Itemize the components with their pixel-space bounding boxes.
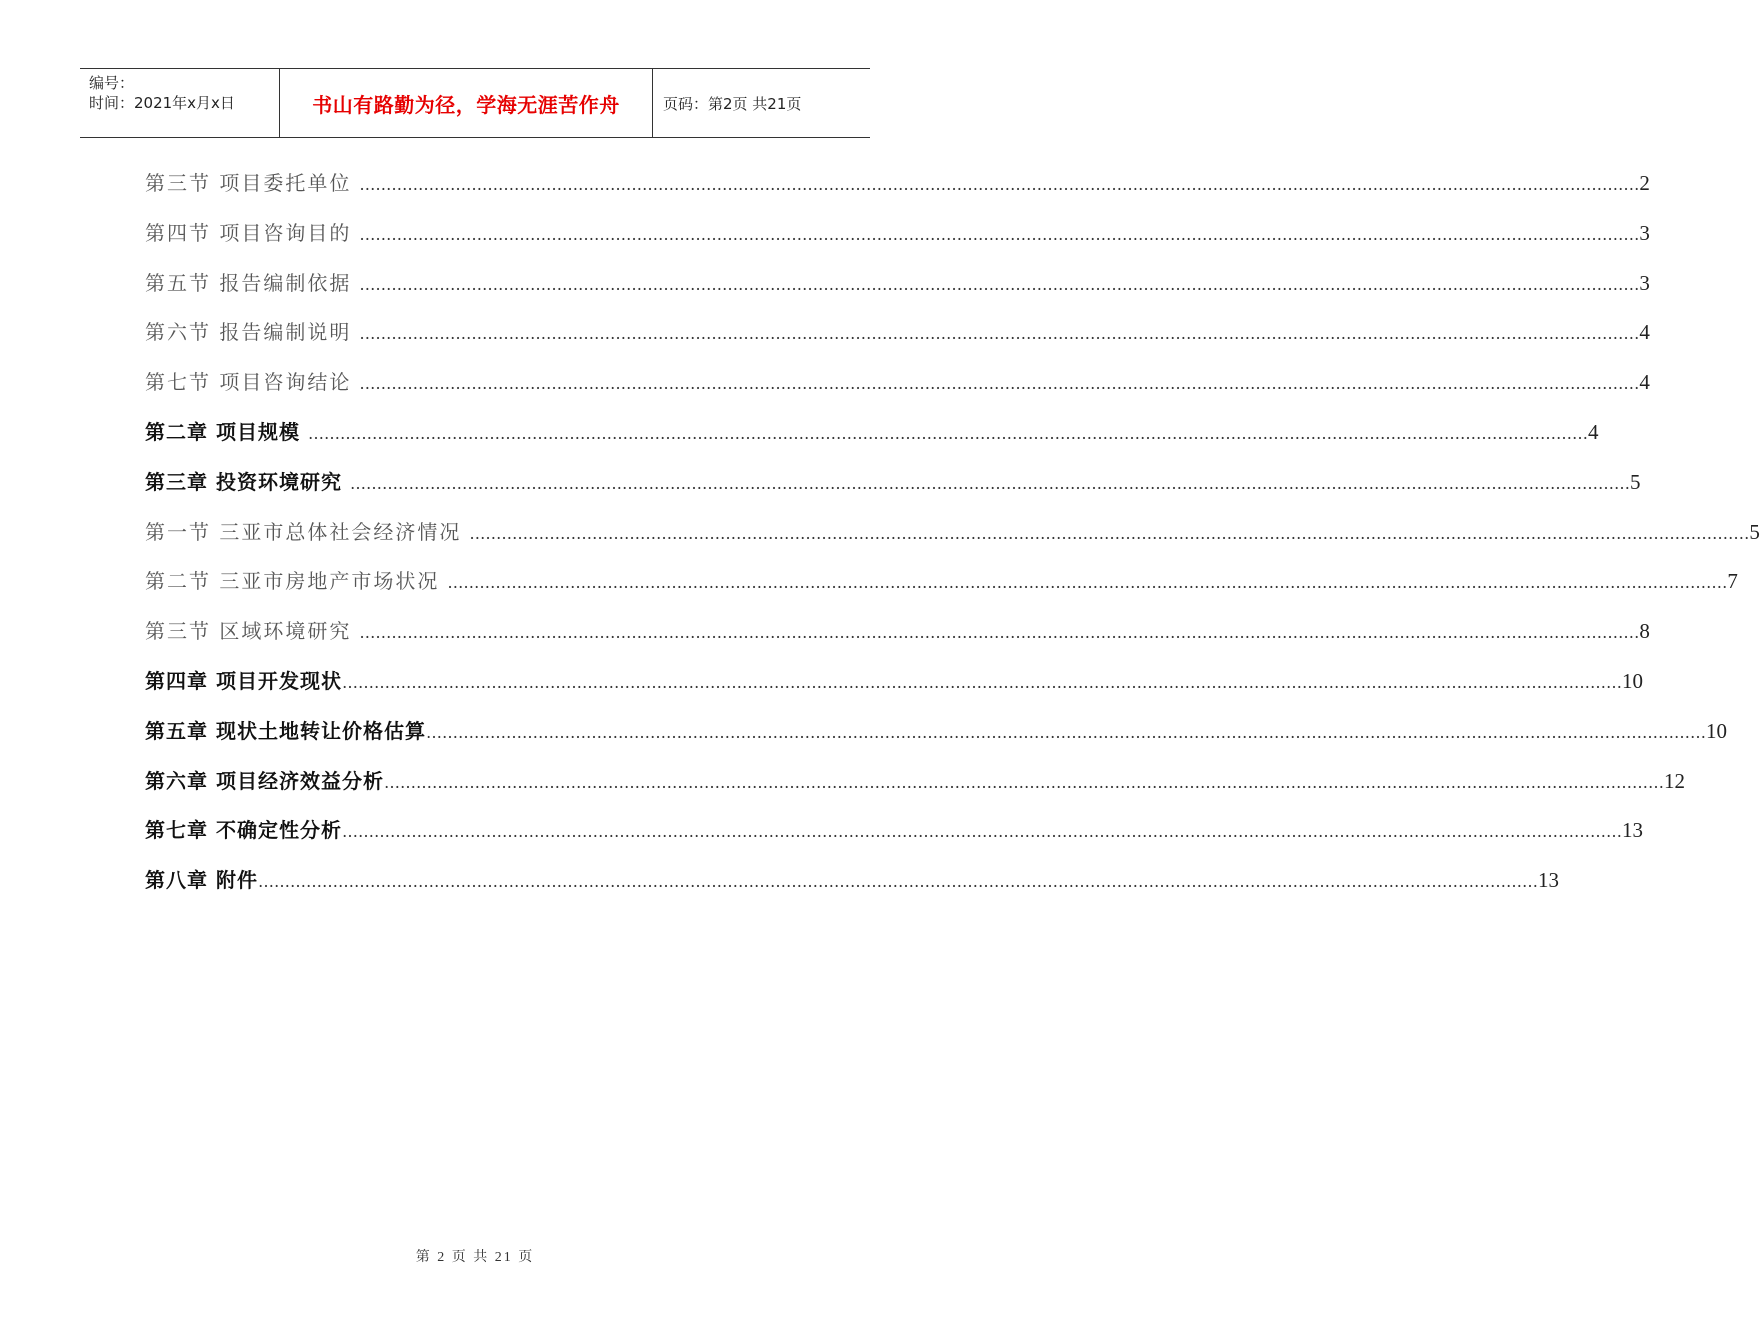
toc-entry-title: 第七节 项目咨询结论 (145, 370, 352, 395)
toc-entry-page: 10 (1621, 668, 1643, 693)
toc-entry-page: 5 (1629, 469, 1641, 494)
toc-entry-title: 第一节 三亚市总体社会经济情况 (145, 519, 462, 544)
page-header (80, 68, 870, 138)
toc-entry[interactable] (145, 268, 1650, 318)
toc-dot-leader: …………………………………………………………………………………………………………………………………………………………………………………………………………………… (341, 822, 1622, 842)
toc-dot-leader: …………………………………………………………………………………………………………………………………………………………………………………………………………………… (383, 772, 1664, 792)
toc-entry-title: 第六节 报告编制说明 (145, 320, 352, 345)
toc-entry[interactable] (145, 517, 1760, 567)
toc-dot-leader: …………………………………………………………………………………………………………………………………………………………………………………………………………………… (307, 423, 1588, 443)
document-number-label: 编号： (89, 74, 135, 92)
toc-entry-page: 13 (1621, 818, 1643, 843)
toc-dot-leader: …………………………………………………………………………………………………………………………………………………………………………………………………………………… (447, 573, 1728, 593)
toc-entry[interactable] (145, 716, 1727, 766)
toc-dot-leader: …………………………………………………………………………………………………………………………………………………………………………………………………………………… (359, 224, 1640, 244)
toc-entry[interactable] (145, 417, 1599, 467)
toc-entry-page: 10 (1705, 718, 1727, 743)
toc-entry-title: 第八章 附件 (145, 868, 258, 893)
toc-entry-title: 第三节 项目委托单位 (145, 171, 352, 195)
toc-dot-leader: …………………………………………………………………………………………………………………………………………………………………………………………………………………… (257, 872, 1538, 892)
toc-entry-title: 第七章 不确定性分析 (145, 818, 342, 843)
toc-entry-page: 7 (1727, 569, 1738, 594)
toc-entry-page: 8 (1639, 619, 1650, 644)
toc-entry[interactable] (145, 317, 1650, 367)
toc-entry[interactable] (145, 815, 1643, 865)
toc-dot-leader: …………………………………………………………………………………………………………………………………………………………………………………………………………………… (341, 672, 1622, 692)
table-of-contents (145, 168, 1760, 915)
toc-entry[interactable] (145, 766, 1685, 816)
toc-entry-page: 12 (1663, 768, 1685, 793)
toc-entry-title: 第四节 项目咨询目的 (145, 220, 352, 245)
toc-dot-leader: …………………………………………………………………………………………………………………………………………………………………………………………………………………… (359, 374, 1640, 394)
header-page-label: 页码：第2页 共21页 (663, 94, 802, 113)
toc-dot-leader: …………………………………………………………………………………………………………………………………………………………………………………………………………………… (359, 175, 1640, 194)
toc-entry[interactable] (145, 666, 1643, 716)
toc-dot-leader: …………………………………………………………………………………………………………………………………………………………………………………………………………………… (359, 324, 1640, 344)
toc-entry-title: 第六章 项目经济效益分析 (145, 768, 384, 793)
toc-entry-title: 第三章 投资环境研究 (145, 469, 342, 494)
toc-dot-leader: …………………………………………………………………………………………………………………………………………………………………………………………………………………… (425, 722, 1706, 742)
document-date-label: 时间：2021年x月x日 (89, 94, 235, 112)
toc-entry-page: 2 (1639, 171, 1650, 195)
toc-dot-leader: …………………………………………………………………………………………………………………………………………………………………………………………………………………… (349, 473, 1630, 493)
toc-entry[interactable] (145, 467, 1641, 517)
toc-entry[interactable] (145, 616, 1650, 666)
toc-entry[interactable] (145, 566, 1738, 616)
toc-entry-title: 第四章 项目开发现状 (145, 668, 342, 693)
header-meta (80, 69, 280, 137)
toc-entry-page: 3 (1639, 220, 1650, 245)
toc-dot-leader: …………………………………………………………………………………………………………………………………………………………………………………………………………………… (469, 523, 1750, 543)
toc-entry-title: 第二章 项目规模 (145, 419, 300, 444)
toc-entry-title: 第三节 区域环境研究 (145, 619, 352, 644)
toc-entry-page: 3 (1639, 270, 1650, 295)
toc-entry-page: 4 (1587, 419, 1599, 444)
toc-entry-page: 13 (1537, 868, 1559, 893)
toc-entry[interactable] (145, 218, 1650, 268)
toc-entry-page: 4 (1639, 370, 1650, 395)
toc-entry-title: 第二节 三亚市房地产市场状况 (145, 569, 440, 594)
toc-dot-leader: …………………………………………………………………………………………………………………………………………………………………………………………………………………… (359, 274, 1640, 294)
page-footer: 第 2 页 共 21 页 (415, 1250, 535, 1265)
toc-entry[interactable] (145, 367, 1650, 417)
toc-entry-title: 第五节 报告编制依据 (145, 270, 352, 295)
toc-entry-page: 5 (1749, 519, 1760, 544)
header-motto: 书山有路勤为径，学海无涯苦作舟 (280, 69, 653, 137)
toc-entry-page: 4 (1639, 320, 1650, 345)
toc-entry-title: 第五章 现状土地转让价格估算 (145, 718, 426, 743)
toc-entry[interactable] (145, 168, 1650, 218)
toc-entry[interactable] (145, 865, 1559, 915)
toc-dot-leader: …………………………………………………………………………………………………………………………………………………………………………………………………………………… (359, 623, 1640, 643)
